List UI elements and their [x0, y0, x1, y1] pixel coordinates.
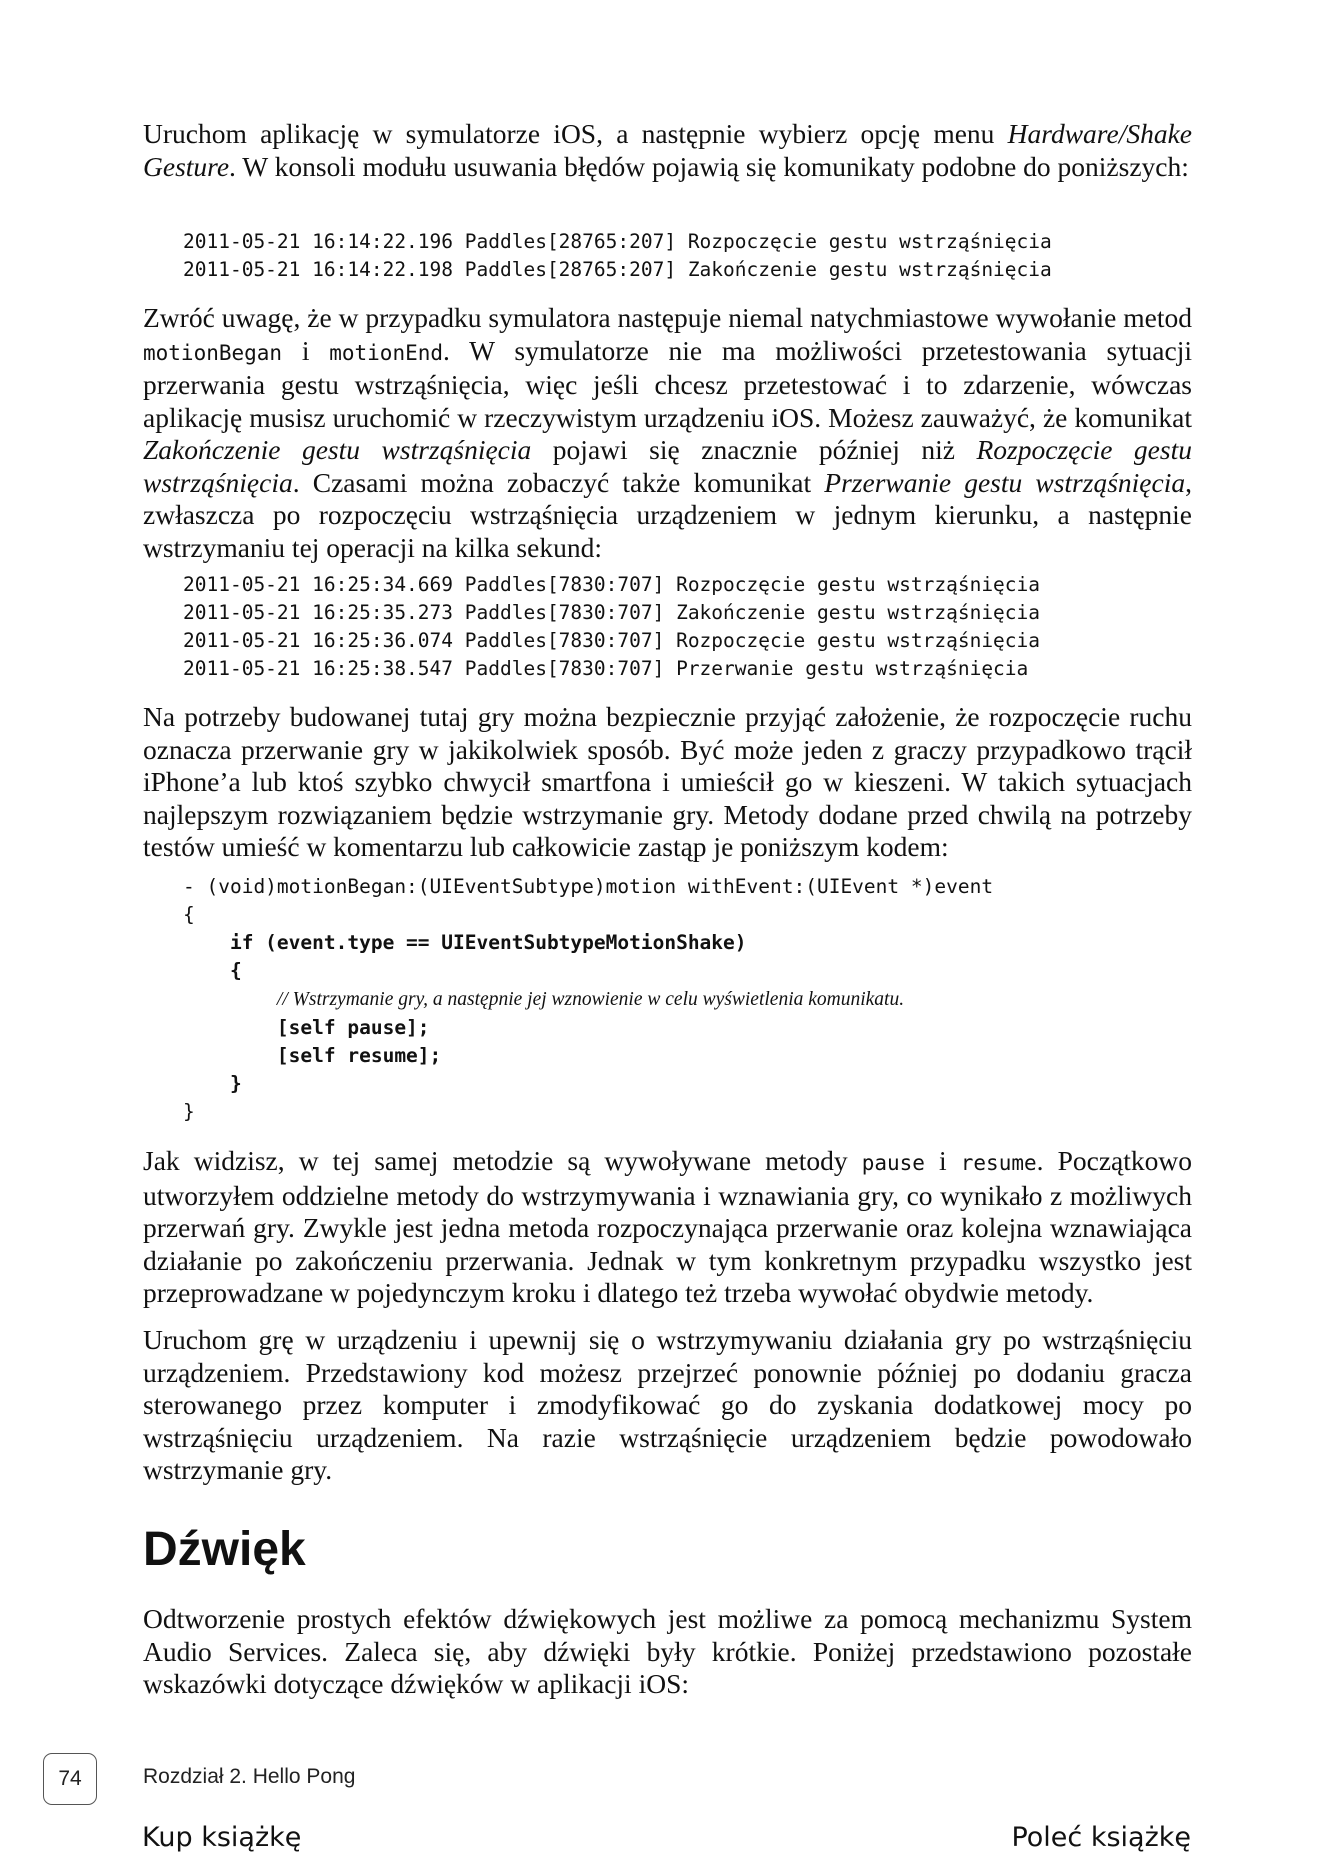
recommend-book-link[interactable]: Poleć książkę	[1011, 1822, 1191, 1853]
paragraph-pause-resume: Jak widzisz, w tej samej metodzie są wywoływane metody pause i resume. Początkowo utworzyłem oddzielne metody do wstrzymywania i wznawiania gry, co wynikało z możliwych przerwań gry. Zwykle jest jedna metoda rozpoczynająca przerwanie oraz kolejna wznawiająca działanie po zakończeniu przerwania. Jednak w tym konkretnym przypadku wszystko jest przeprowadzane w pojedynczym kroku i dlatego też trzeba wywołać obydwie metody.	[143, 1145, 1193, 1308]
chapter-title: Rozdział 2. Hello Pong	[143, 1765, 356, 1788]
log-line: 2011-05-21 16:14:22.196 Paddles[28765:207] Rozpoczęcie gestu wstrząśnięcia	[183, 230, 1052, 253]
code-listing-motion-began	[183, 873, 993, 1126]
inline-code: resume	[960, 1151, 1037, 1175]
paragraph-run-on-device: Uruchom grę w urządzeniu i upewnij się o wstrzymywaniu działania gry po wstrząśnięciu urządzeniem. Przedstawiony kod możesz przejrzeć ponownie później po dodaniu gracza sterowanego przez komputer i zmodyfikować go do zyskania dodatkowej mocy po wstrząśnięciu urządzeniem. Na razie wstrząśnięcie urządzeniem będzie powodowało wstrzymanie gry.	[143, 1324, 1192, 1485]
inline-code: pause	[861, 1151, 925, 1175]
inline-code: motionBegan	[143, 340, 283, 365]
paragraph-simulator-instructions: Uruchom aplikację w symulatorze iOS, a następnie wybierz opcję menu Hardware/Shake Gesture. W konsoli modułu usuwania błędów pojawią się komunikaty podobne do poniższych:	[143, 118, 1192, 182]
paragraph-pause-on-shake: Na potrzeby budowanej tutaj gry można bezpiecznie przyjąć założenie, że rozpoczęcie ruchu oznacza przerwanie gry w jakikolwiek sposób. Być może jeden z graczy przypadkowo trącił iPhone’a lub ktoś szybko chwycił smartfona i umieścił go w kieszeni. W takich sytuacjach najlepszym rozwiązaniem będzie wstrzymanie gry. Metody dodane przed chwilą na potrzeby testów umieść w komentarzu lub całkowicie zastąp je poniższym kodem:	[143, 701, 1192, 862]
code-line: [self pause];	[183, 1016, 430, 1039]
log-line: 2011-05-21 16:25:38.547 Paddles[7830:707] Przerwanie gestu wstrząśnięcia	[183, 657, 1029, 680]
log-line: 2011-05-21 16:25:36.074 Paddles[7830:707] Rozpoczęcie gestu wstrząśnięcia	[183, 629, 1041, 652]
inline-code: motionEnd	[329, 340, 444, 365]
code-line	[183, 985, 993, 1014]
console-log-simulator	[183, 228, 1052, 284]
emphasis: Rozpoczęcie gestu wstrząśnięcia	[143, 434, 1192, 498]
code-line: - (void)motionBegan:(UIEventSubtype)motion withEvent:(UIEvent *)event	[183, 875, 994, 898]
code-comment: // Wstrzymanie gry, a następnie jej wznowienie w celu wyświetlenia komunikatu.	[276, 989, 905, 1010]
code-line: {	[183, 959, 242, 982]
log-line: 2011-05-21 16:25:35.273 Paddles[7830:707] Zakończenie gestu wstrząśnięcia	[183, 601, 1041, 624]
emphasis: Zakończenie gestu wstrząśnięcia	[143, 434, 532, 465]
paragraph-simulator-note: Zwróć uwagę, że w przypadku symulatora następuje niemal natychmiastowe wywołanie metod motionBegan i motionEnd. W symulatorze nie ma możliwości przetestowania sytuacji przerwania gestu wstrząśnięcia, więc jeśli chcesz przetestować i to zdarzenie, wówczas aplikację musisz uruchomić w rzeczywistym urządzeniu iOS. Możesz zauważyć, że komunikat Zakończenie gestu wstrząśnięcia pojawi się znacznie później niż Rozpoczęcie gestu wstrząśnięcia. Czasami można zobaczyć także komunikat Przerwanie gestu wstrząśnięcia, zwłaszcza po rozpoczęciu wstrząśnięcia urządzeniem w jednym kierunku, a następnie wstrzymaniu tej operacji na kilka sekund:	[143, 302, 1192, 563]
page-number-badge	[43, 1753, 97, 1805]
buy-book-link[interactable]: Kup książkę	[142, 1822, 302, 1853]
menu-path: Hardware/Shake Gesture	[143, 118, 1192, 182]
code-line: if (event.type == UIEventSubtypeMotionShake)	[183, 931, 747, 954]
code-line: }	[183, 1072, 242, 1095]
log-line: 2011-05-21 16:14:22.198 Paddles[28765:207] Zakończenie gestu wstrząśnięcia	[183, 258, 1052, 281]
section-heading: Dźwięk	[143, 1523, 306, 1576]
console-log-device	[183, 571, 1040, 683]
code-line: {	[183, 903, 195, 926]
log-line: 2011-05-21 16:25:34.669 Paddles[7830:707] Rozpoczęcie gestu wstrząśnięcia	[183, 573, 1041, 596]
emphasis: Przerwanie gestu wstrząśnięcia	[824, 466, 1186, 498]
code-line: }	[183, 1100, 195, 1123]
code-line: [self resume];	[183, 1044, 442, 1067]
paragraph-audio-services: Odtworzenie prostych efektów dźwiękowych jest możliwe za pomocą mechanizmu System Audio Services. Zaleca się, aby dźwięki były krótkie. Poniżej przedstawiono pozostałe wskazówki dotyczące dźwięków w aplikacji iOS:	[143, 1603, 1192, 1699]
page-number: 74	[58, 1767, 82, 1790]
